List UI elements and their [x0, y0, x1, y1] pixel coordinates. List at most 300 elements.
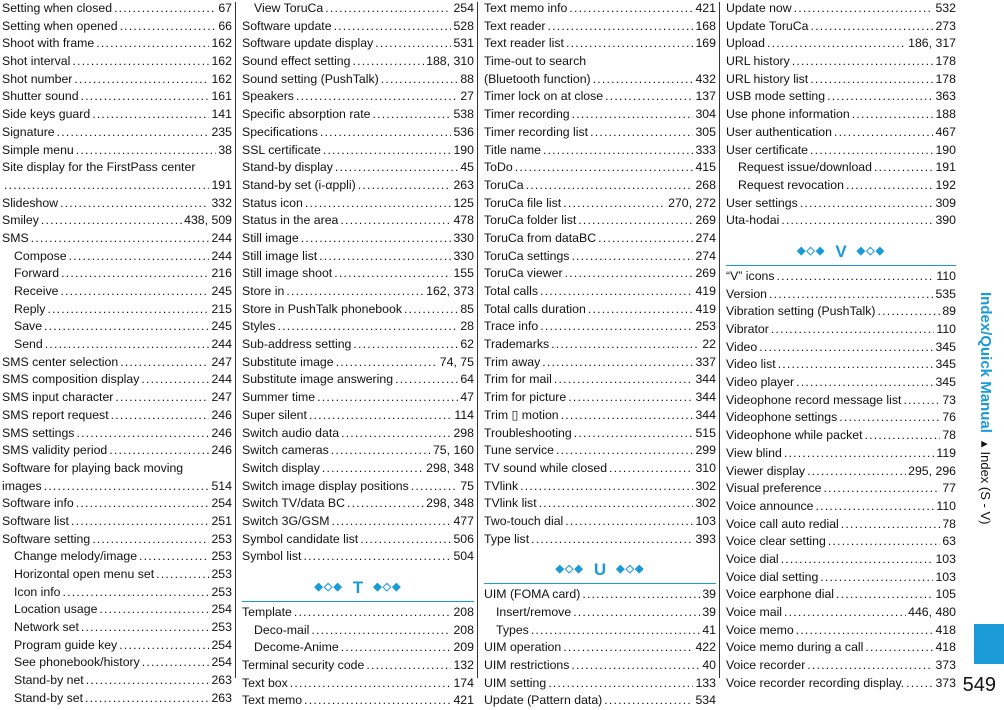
index-entry-label: Vibrator [726, 322, 769, 336]
index-entry [242, 230, 474, 248]
index-entry-label: Voice call auto redial [726, 516, 839, 531]
index-entry-page: 373 [935, 675, 956, 690]
index-column-4 [726, 0, 956, 692]
index-entry-label: Horizontal open menu set [14, 567, 155, 581]
index-entry [726, 195, 956, 213]
leader-dots [76, 142, 217, 160]
leader-dots [823, 480, 940, 498]
leader-dots [76, 495, 210, 513]
leader-dots [286, 283, 424, 301]
index-entry-label: ToruCa viewer [484, 266, 563, 281]
index-entry [242, 159, 474, 177]
index-entry-label: Switch TV/data BC [242, 496, 345, 511]
leader-dots [903, 392, 940, 410]
section-ornament-left: ◆◇◆ [314, 580, 343, 593]
leader-dots [381, 71, 459, 89]
index-entry-label: Switch 3G/GSM [242, 513, 330, 528]
index-entry-page: 538 [453, 107, 474, 122]
index-entry [242, 283, 474, 301]
index-entry-label: Setting when opened [2, 18, 118, 33]
section-marker-block [974, 624, 1004, 664]
index-entry [484, 265, 716, 283]
index-entry [2, 637, 232, 655]
leader-dots [556, 442, 694, 460]
leader-dots [96, 35, 209, 53]
index-entry [242, 301, 474, 319]
leader-dots [336, 354, 438, 372]
index-entry [242, 675, 474, 693]
leader-dots [563, 195, 666, 213]
leader-dots [572, 106, 694, 124]
index-entry [2, 442, 232, 460]
index-entry [242, 336, 474, 354]
leader-dots [784, 445, 935, 463]
index-entry [242, 442, 474, 460]
index-entry [726, 177, 956, 195]
index-entry [484, 657, 716, 675]
index-entry-page: 39 [702, 587, 716, 602]
index-entry [242, 318, 474, 336]
index-entry-page: 73 [942, 392, 956, 407]
leader-dots [334, 265, 451, 283]
index-entry [726, 392, 956, 410]
index-entry-label: Voice mail [726, 605, 783, 619]
index-entry-label: Save [14, 319, 43, 334]
leader-dots [305, 195, 452, 213]
index-entry [484, 675, 716, 693]
index-entry [2, 407, 232, 425]
leader-dots [309, 407, 452, 425]
index-entry-page: 302 [695, 496, 716, 511]
index-entry [484, 177, 716, 195]
column-divider [719, 2, 720, 678]
index-entry-page: 162 [211, 71, 232, 86]
index-entry-page: 190 [453, 142, 474, 157]
leader-dots [759, 339, 933, 357]
index-entry [484, 460, 716, 478]
index-entry-label: SSL certificate [242, 142, 321, 157]
index-entry-label: Software for playing back moving [2, 460, 184, 475]
index-entry-label: ToruCa settings [484, 248, 570, 263]
index-entry [726, 53, 956, 71]
index-entry-label: ToruCa from dataBC [484, 230, 597, 245]
leader-dots [142, 654, 210, 672]
index-entry-label-cont: (Bluetooth function) [484, 71, 591, 86]
index-entry-page: 333 [695, 142, 716, 157]
index-entry [726, 35, 956, 53]
index-entry-label: Trim for mail [484, 372, 552, 387]
leader-dots [520, 478, 693, 496]
leader-dots [341, 639, 452, 657]
index-entry-page: 253 [211, 584, 232, 599]
index-entry-label: Video list [726, 357, 776, 372]
leader-dots [61, 265, 209, 283]
leader-dots [115, 389, 209, 407]
index-entry-page: 269 [695, 266, 716, 281]
leader-dots [60, 283, 209, 301]
leader-dots [515, 159, 694, 177]
index-entry-label: TVlink [484, 478, 519, 493]
index-entry [242, 124, 474, 142]
leader-dots [74, 71, 209, 89]
index-entry-label: Shoot with frame [2, 36, 95, 51]
leader-dots [304, 692, 451, 710]
index-entry-label: SMS [2, 230, 29, 245]
index-entry-label: Sub-address setting [242, 337, 352, 352]
index-entry-page: 45 [460, 160, 474, 175]
index-entry [726, 604, 956, 622]
index-entry-label: Software update [242, 18, 332, 33]
index-entry [726, 88, 956, 106]
index-entry-label: View ToruCa [254, 1, 324, 15]
index-entry-label: Store in [242, 284, 285, 298]
section-title: Index/Quick Manual [977, 292, 994, 433]
index-entry-label: Trim for picture [484, 390, 567, 405]
index-entry-label: View blind [726, 445, 782, 460]
leader-dots [411, 478, 459, 496]
index-entry [2, 478, 232, 496]
leader-dots [120, 18, 217, 36]
index-entry-label: Switch display [242, 460, 320, 475]
leader-dots [578, 212, 693, 230]
index-entry-page: 532 [935, 1, 956, 15]
index-entry-page: 247 [211, 390, 232, 405]
leader-dots [865, 427, 941, 445]
index-entry-label: Request revocation [738, 177, 844, 192]
index-entry [2, 18, 232, 36]
index-entry [242, 622, 474, 640]
leader-dots [320, 124, 452, 142]
index-entry [242, 53, 474, 71]
index-entry [2, 548, 232, 566]
index-entry-label: Terminal security code [242, 658, 365, 673]
leader-dots [568, 389, 693, 407]
index-entry [484, 106, 716, 124]
index-entry-label: User certificate [726, 142, 809, 157]
leader-dots [784, 604, 906, 622]
column-divider [477, 2, 478, 678]
index-entry-label: SMS center selection [2, 354, 119, 369]
index-entry-page: 62 [460, 337, 474, 352]
leader-dots [156, 566, 209, 584]
leader-dots [598, 230, 693, 248]
index-entry [726, 622, 956, 640]
index-entry-page: 186, 317 [908, 36, 956, 51]
index-entry [2, 230, 232, 248]
index-entry-label: UIM restrictions [484, 658, 570, 673]
index-entry [242, 18, 474, 36]
index-entry [242, 354, 474, 372]
index-entry-label: See phonebook/history [14, 655, 140, 670]
leader-dots [531, 531, 693, 549]
index-entry-page: 78 [942, 428, 956, 443]
leader-dots [906, 675, 933, 693]
index-entry-page: 253 [695, 319, 716, 334]
index-entry-label: Voice earphone dial [726, 587, 835, 602]
index-entry [726, 480, 956, 498]
index-entry-page: 422 [695, 640, 716, 655]
index-entry-page: 254 [211, 655, 232, 670]
index-entry-page: 345 [935, 357, 956, 372]
index-entry-label: Location usage [14, 602, 98, 617]
index-entry [2, 566, 232, 584]
index-entry-label: Trim ▯ motion [484, 407, 559, 422]
leader-dots [841, 516, 941, 534]
leader-dots [778, 356, 934, 374]
index-entry [726, 142, 956, 160]
index-entry-page: 105 [935, 587, 956, 602]
index-entry-label: Trademarks [484, 337, 550, 352]
leader-dots [86, 672, 210, 690]
leader-dots [69, 248, 210, 266]
leader-dots [796, 374, 933, 392]
index-entry-page: 67 [218, 1, 232, 15]
index-entry-label: Type list [484, 531, 530, 546]
index-entry [242, 657, 474, 675]
index-entry-page: 41 [702, 622, 716, 637]
index-entry [242, 495, 474, 513]
index-entry-label: Change melody/image [14, 549, 138, 564]
leader-dots [810, 71, 933, 89]
index-entry-label: Uta-hodai [726, 213, 780, 228]
index-entry [2, 195, 232, 213]
leader-dots [109, 442, 209, 460]
index-entry-label: Trim away [484, 354, 541, 369]
index-entry [484, 604, 716, 622]
index-entry-label: Troubleshooting [484, 425, 572, 440]
index-entry-page: 304 [695, 107, 716, 122]
index-entry-page: 418 [935, 640, 956, 655]
index-entry-label: Switch audio data [242, 425, 340, 440]
leader-dots [590, 124, 693, 142]
index-entry-page: 39 [702, 605, 716, 619]
leader-dots [566, 35, 694, 53]
index-entry-page: 103 [935, 569, 956, 584]
index-entry-label: Insert/remove [496, 605, 572, 619]
index-entry-page: 141 [211, 107, 232, 122]
section-ornament-right: ◆◇◆ [856, 244, 886, 257]
index-entry-page: 63 [942, 534, 956, 549]
leader-dots [45, 336, 210, 354]
section-header-t [242, 574, 474, 602]
leader-dots [92, 106, 209, 124]
index-entry-label: SMS validity period [2, 443, 108, 458]
index-entry-page: 161 [211, 89, 232, 104]
index-entry-page: 246 [211, 425, 232, 440]
leader-dots [358, 177, 452, 195]
index-entry-label: Specific absorption rate [242, 107, 371, 122]
leader-dots [554, 371, 694, 389]
index-entry [484, 212, 716, 230]
index-entry [484, 622, 716, 640]
leader-dots [4, 177, 209, 195]
index-entry-page: 66 [218, 18, 232, 33]
index-entry-page: 77 [942, 481, 956, 496]
index-entry-page: 393 [695, 531, 716, 546]
index-entry [2, 53, 232, 71]
leader-dots [139, 548, 209, 566]
index-entry [242, 35, 474, 53]
leader-dots [278, 318, 459, 336]
index-entry-label: ToruCa folder list [484, 213, 577, 228]
index-entry-page: 390 [935, 213, 956, 228]
index-entry [2, 142, 232, 160]
index-entry-page: 168 [695, 18, 716, 33]
index-entry-label: Tune service [484, 443, 554, 458]
leader-dots [540, 283, 693, 301]
index-entry [242, 389, 474, 407]
index-entry [726, 445, 956, 463]
index-entry [484, 407, 716, 425]
index-entry-label: Update (Pattern data) [484, 693, 603, 708]
index-entry [242, 248, 474, 266]
index-entry-page: 208 [453, 622, 474, 637]
index-entry-label: Still image [242, 230, 299, 245]
index-entry-page: 438, 509 [184, 213, 232, 228]
index-entry-page: 209 [453, 640, 474, 655]
index-entry [242, 195, 474, 213]
leader-dots [81, 619, 210, 637]
index-entry-page: 191 [935, 160, 956, 175]
index-entry [2, 212, 232, 230]
index-entry-page: 75, 160 [432, 443, 474, 458]
index-entry-page: 421 [695, 1, 716, 15]
index-entry-label: Substitute image answering [242, 372, 394, 387]
index-entry-label: ToDo [484, 160, 513, 175]
index-entry-page: 415 [695, 160, 716, 175]
index-entry-label: Signature [2, 124, 55, 139]
index-entry-label: Receive [14, 284, 59, 298]
index-entry-label: User authentication [726, 124, 832, 139]
leader-dots [325, 0, 451, 18]
index-entry-page: 363 [935, 89, 956, 104]
index-entry-label: Specifications [242, 124, 318, 139]
index-entry-page: 245 [211, 284, 232, 298]
index-entry [242, 460, 474, 478]
index-entry-label: Status in the area [242, 213, 339, 228]
index-entry-page: 263 [211, 690, 232, 705]
index-entry-page: 421 [453, 693, 474, 708]
index-entry [242, 177, 474, 195]
leader-dots [120, 354, 209, 372]
index-entry-label: Symbol list [242, 549, 302, 564]
leader-dots [319, 248, 451, 266]
index-entry-label-cont: images [2, 478, 42, 493]
index-entry-label: ToruCa [484, 177, 524, 192]
index-entry-label: Speakers [242, 89, 294, 104]
leader-dots [807, 463, 906, 481]
index-entry-label: Switch cameras [242, 443, 329, 458]
index-entry-label: Vibration setting (PushTalk) [726, 304, 876, 319]
leader-dots [548, 18, 694, 36]
index-entry-label: SMS composition display [2, 372, 140, 387]
index-entry-label: Stand-by set (i-αppli) [242, 177, 356, 192]
index-entry-label: Summer time [242, 390, 316, 405]
index-entry-page: 246 [211, 443, 232, 458]
index-entry-page: 263 [453, 177, 474, 192]
leader-dots [71, 513, 209, 531]
index-entry [2, 265, 232, 283]
index-entry-page: 477 [453, 513, 474, 528]
index-entry-page: 528 [453, 18, 474, 33]
leader-dots [539, 495, 694, 513]
index-entry [242, 142, 474, 160]
index-entry-page: 178 [935, 54, 956, 69]
subsection-title: ▸Index (S - V) [978, 436, 993, 525]
leader-dots [353, 336, 458, 354]
leader-dots [322, 460, 424, 478]
index-entry-page: 64 [460, 372, 474, 387]
leader-dots [31, 230, 210, 248]
index-entry-page: 40 [702, 658, 716, 673]
leader-dots [334, 18, 452, 36]
index-entry-page: 254 [453, 1, 474, 15]
index-entry-page: 535 [935, 286, 956, 301]
leader-dots [565, 513, 693, 531]
leader-dots [807, 657, 933, 675]
index-entry [2, 283, 232, 301]
index-entry [242, 548, 474, 566]
index-entry-label: USB mode setting [726, 89, 826, 104]
leader-dots [820, 569, 933, 587]
leader-dots [794, 0, 934, 18]
leader-dots [44, 318, 209, 336]
index-entry-page: 114 [454, 407, 474, 422]
index-entry [726, 586, 956, 604]
index-entry-page: 246 [211, 407, 232, 422]
index-entry-label: Update now [726, 1, 792, 15]
index-entry [726, 286, 956, 304]
index-entry [726, 675, 956, 693]
leader-dots [852, 106, 934, 124]
index-entry-page: 345 [935, 375, 956, 390]
index-entry-page: 254 [211, 602, 232, 617]
index-entry-page: 208 [453, 605, 474, 619]
leader-dots [865, 639, 933, 657]
index-entry-page: 269 [695, 213, 716, 228]
leader-dots [604, 692, 693, 710]
index-entry-label: Program guide key [14, 637, 118, 652]
index-entry-label: Reply [14, 301, 46, 316]
index-entry [484, 35, 716, 53]
index-entry [726, 516, 956, 534]
section-header-u [484, 556, 716, 584]
leader-dots [526, 177, 694, 195]
index-entry-page: 531 [453, 36, 474, 51]
index-entry-label: Deco-mail [254, 622, 310, 637]
index-entry-page: 419 [695, 301, 716, 316]
leader-dots [767, 35, 906, 53]
index-entry-page: 244 [211, 372, 232, 387]
index-entry [484, 0, 716, 18]
index-entry-label: Simple menu [2, 142, 74, 157]
leader-dots [846, 177, 934, 195]
index-entry-label: Use phone information [726, 107, 850, 122]
index-entry-page: 137 [695, 89, 716, 104]
leader-dots [531, 622, 701, 640]
index-entry [2, 619, 232, 637]
section-letter: U [593, 559, 607, 579]
index-entry-page: 263 [211, 673, 232, 688]
index-entry-page: 419 [695, 284, 716, 298]
index-entry-page: 345 [935, 339, 956, 354]
index-entry [726, 18, 956, 36]
index-entry-page: 254 [211, 637, 232, 652]
index-entry-page: 344 [695, 407, 716, 422]
leader-dots [874, 159, 933, 177]
index-entry-page: 74, 75 [439, 354, 474, 369]
index-entry [484, 248, 716, 266]
